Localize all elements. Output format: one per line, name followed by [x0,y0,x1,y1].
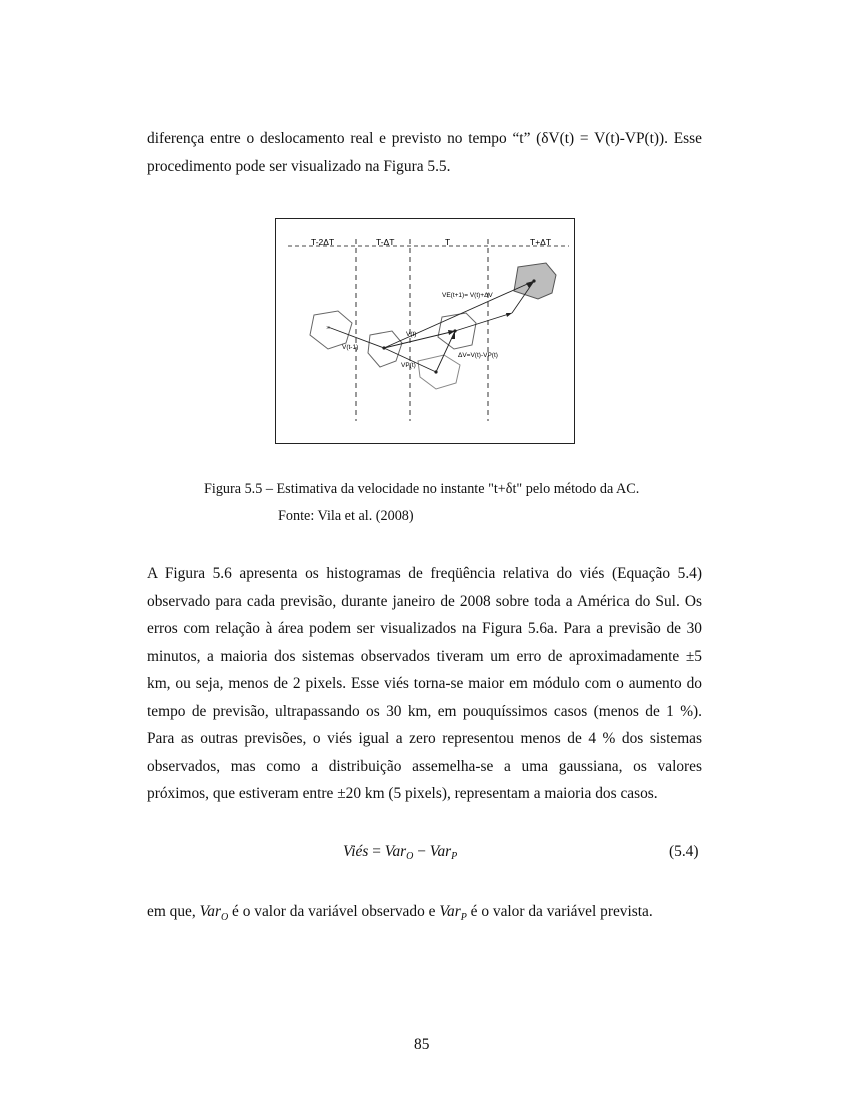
paragraph-definition [147,903,653,923]
cloud-system-predicted [418,355,460,389]
time-label: T-2ΔT [311,237,335,247]
figure-5-5 [275,218,575,444]
text-line: observados, mas como a distribuição assemelha-se a uma gaussiana, os valores [147,757,702,775]
annotation-dv: ΔV=V(t)-VP(t) [458,352,498,359]
equation-equals: = [368,843,385,860]
text-line: A Figura 5.6 apresenta os histogramas de freqüência relativa do viés (Equação 5.4) [147,565,702,582]
text-line: observado para cada previsão, durante janeiro de 2008 sobre toda a América do Sul. Os [147,592,702,610]
var-symbol: Var [439,903,461,920]
arrowhead [506,313,512,317]
text-post: é o valor da variável prevista. [466,903,653,920]
equation-minus: − [413,843,430,860]
annotation-ve: VE(t+1)= V(t)+ΔV [442,292,493,299]
equation-var: Var [429,843,452,860]
text-line: tempo de previsão, ultrapassando os 30 km, em pouquíssimos casos (menos de 1 %). [147,702,702,720]
equation-sub-o: O [406,851,414,862]
text-line: diferença entre o deslocamento real e previsto no tempo “t” (δV(t) = V(t)-VP(t)). Esse [147,130,702,147]
cloud-system-t [438,313,476,349]
var-subscript: O [220,912,229,924]
text-line: Para as outras previsões, o viés igual a zero representou menos de 4 % dos sistemas [147,730,702,747]
paragraph-histograms [147,560,702,808]
text-line: minutos, a maioria dos sistemas observados tiveram um erro de aproximadamente ±5 [147,647,702,665]
page-number: 85 [414,1036,430,1053]
time-label: T [445,237,451,247]
var-symbol: Var [199,903,221,920]
time-label: T-ΔT [376,237,395,247]
figure-source: Fonte: Vila et al. (2008) [278,508,414,524]
text-mid: é o valor da variável observado e [228,903,440,920]
var-observed [199,903,229,924]
annotation-vp: VP(t) [401,362,416,369]
diagram-cloud-tracking [276,219,574,443]
equation-5-4 [343,843,457,862]
centroid-marker: × [326,325,331,332]
text-line: procedimento pode ser visualizado na Figura 5.5. [147,157,451,175]
text-pre: em que, [147,903,200,920]
equation-sub-p: P [451,851,458,862]
text-line: km, ou seja, menos de 2 pixels. Esse viés torna-se maior em módulo com o aumento do [147,675,702,692]
time-label: T+ΔT [530,237,552,247]
equation-var: Var [384,843,407,860]
paragraph-intro [147,125,702,180]
equation-lhs: Viés [343,843,369,860]
text-line: próximos, que estiveram entre ±20 km (5 pixels), representam a maioria dos casos. [147,785,658,802]
annotation-vt1: V(t-1) [342,344,359,351]
annotation-vt: V(t) [406,331,417,338]
var-predicted [439,903,467,924]
vector-continuation [455,313,512,331]
var-subscript: P [460,912,467,924]
text-line: erros com relação à área podem ser visualizados na Figura 5.6a. Para a previsão de 30 [147,620,702,637]
figure-caption: Figura 5.5 – Estimativa da velocidade no instante "t+δt" pelo método da AC. [204,481,640,497]
equation-number: (5.4) [669,843,699,860]
